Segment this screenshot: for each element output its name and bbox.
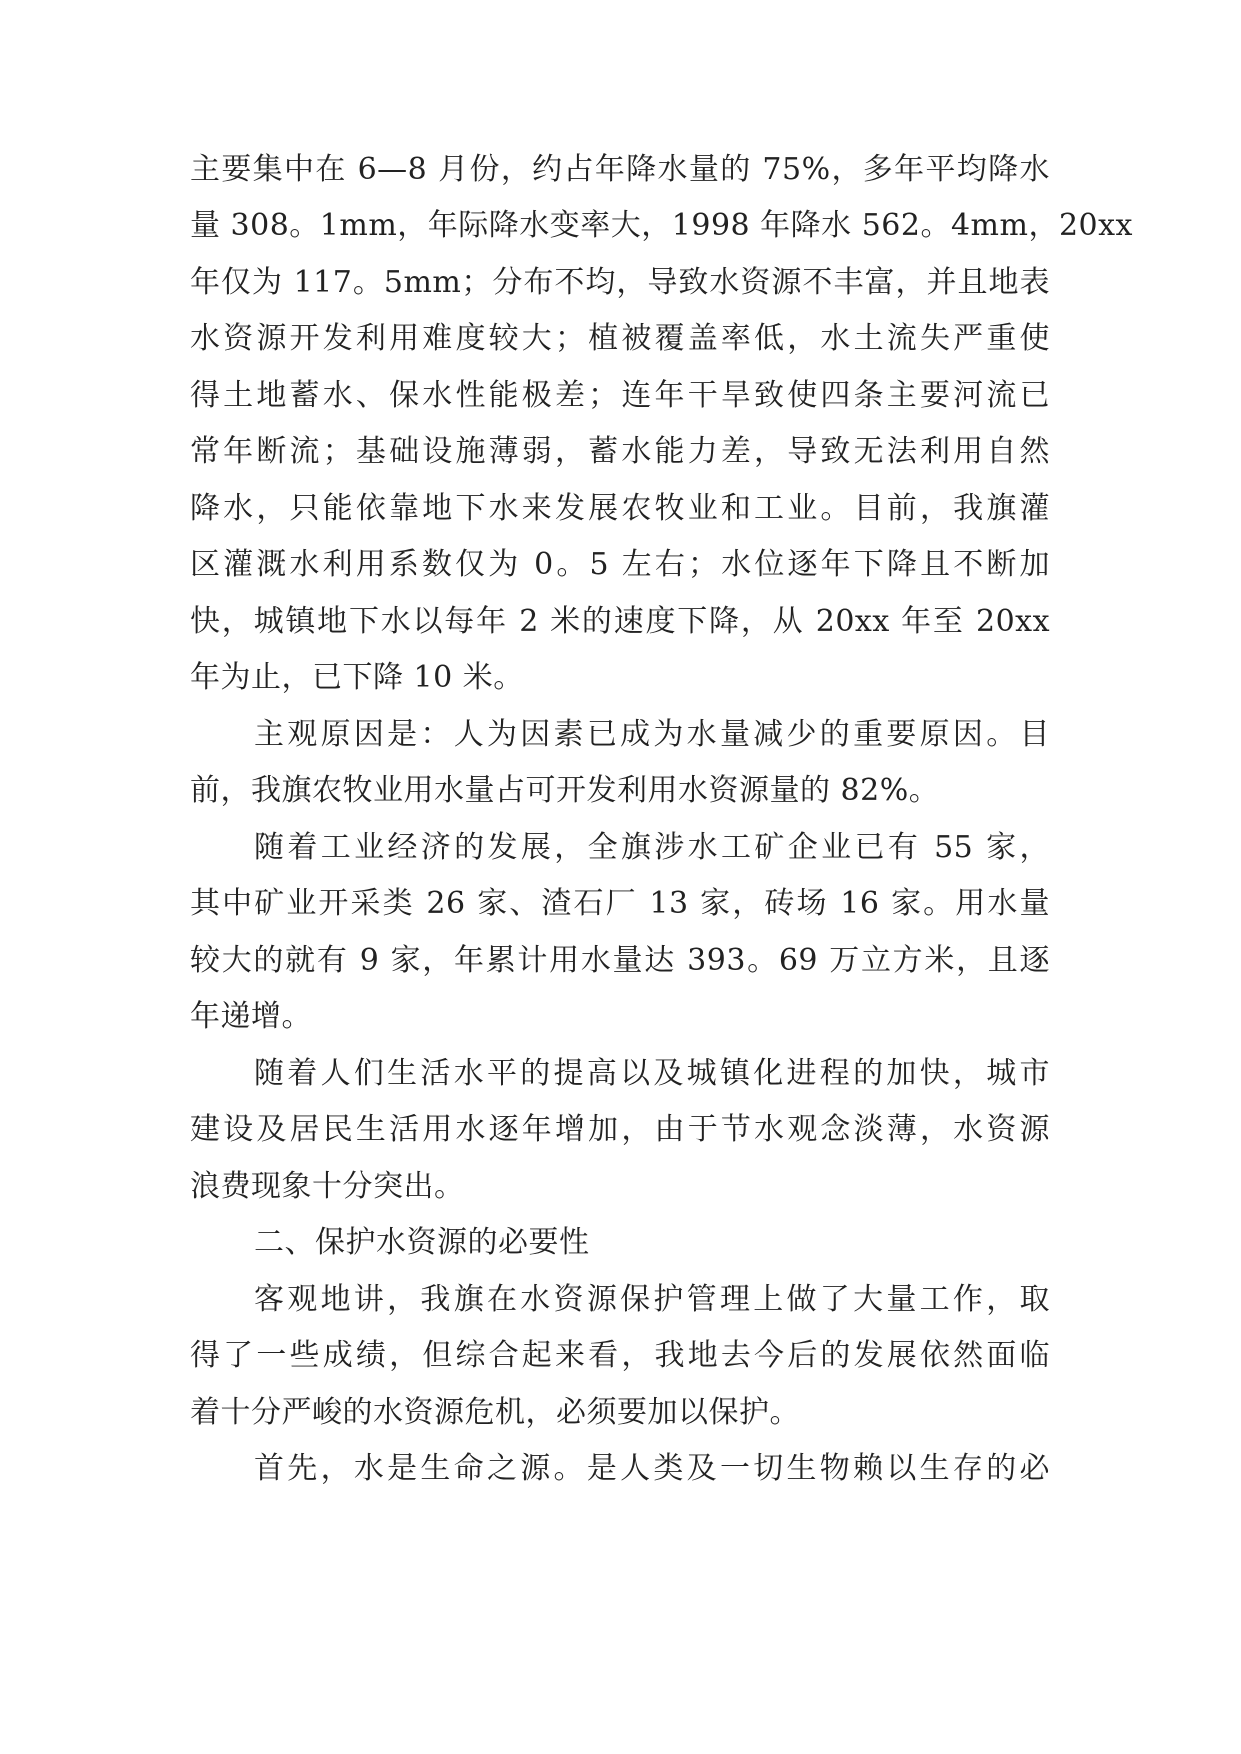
paragraph-first-line: 随着工业经济的发展，全旗涉水工矿企业已有 55 家， xyxy=(254,830,1050,865)
text-line: 量 308。1mm，年际降水变率大，1998 年降水 562。4mm，20xx xyxy=(190,208,1133,243)
text-line: 区灌溉水利用系数仅为 0。5 左右；水位逐年下降且不断加 xyxy=(190,547,1050,582)
text-line: 水资源开发利用难度较大；植被覆盖率低，水土流失严重使 xyxy=(190,321,1050,356)
text-line: 建设及居民生活用水逐年增加，由于节水观念淡薄，水资源 xyxy=(190,1112,1050,1147)
paragraph-first-line: 主观原因是：人为因素已成为水量减少的重要原因。目 xyxy=(254,717,1050,752)
text-line: 年递增。 xyxy=(190,999,312,1034)
text-line: 着十分严峻的水资源危机，必须要加以保护。 xyxy=(190,1395,800,1430)
paragraph-first-line: 客观地讲，我旗在水资源保护管理上做了大量工作，取 xyxy=(254,1282,1050,1317)
text-line: 浪费现象十分突出。 xyxy=(190,1169,465,1204)
text-line: 年为止，已下降 10 米。 xyxy=(190,660,524,695)
text-line: 得了一些成绩，但综合起来看，我地去今后的发展依然面临 xyxy=(190,1338,1050,1373)
paragraph-first-line: 随着人们生活水平的提高以及城镇化进程的加快，城市 xyxy=(254,1056,1050,1091)
text-line: 快，城镇地下水以每年 2 米的速度下降，从 20xx 年至 20xx xyxy=(190,604,1050,639)
text-line: 较大的就有 9 家，年累计用水量达 393。69 万立方米，且逐 xyxy=(190,943,1050,978)
text-line: 前，我旗农牧业用水量占可开发利用水资源量的 82%。 xyxy=(190,773,940,808)
text-line: 其中矿业开采类 26 家、渣石厂 13 家，砖场 16 家。用水量 xyxy=(190,886,1050,921)
section-heading: 二、保护水资源的必要性 xyxy=(254,1225,590,1260)
paragraph-first-line: 首先，水是生命之源。是人类及一切生物赖以生存的必 xyxy=(254,1451,1050,1486)
text-line: 得土地蓄水、保水性能极差；连年干旱致使四条主要河流已 xyxy=(190,378,1050,413)
text-line: 主要集中在 6—8 月份，约占年降水量的 75%，多年平均降水 xyxy=(190,152,1050,187)
text-line: 年仅为 117。5mm；分布不均，导致水资源不丰富，并且地表 xyxy=(190,265,1050,300)
text-line: 降水，只能依靠地下水来发展农牧业和工业。目前，我旗灌 xyxy=(190,491,1050,526)
text-line: 常年断流；基础设施薄弱，蓄水能力差，导致无法利用自然 xyxy=(190,434,1050,469)
